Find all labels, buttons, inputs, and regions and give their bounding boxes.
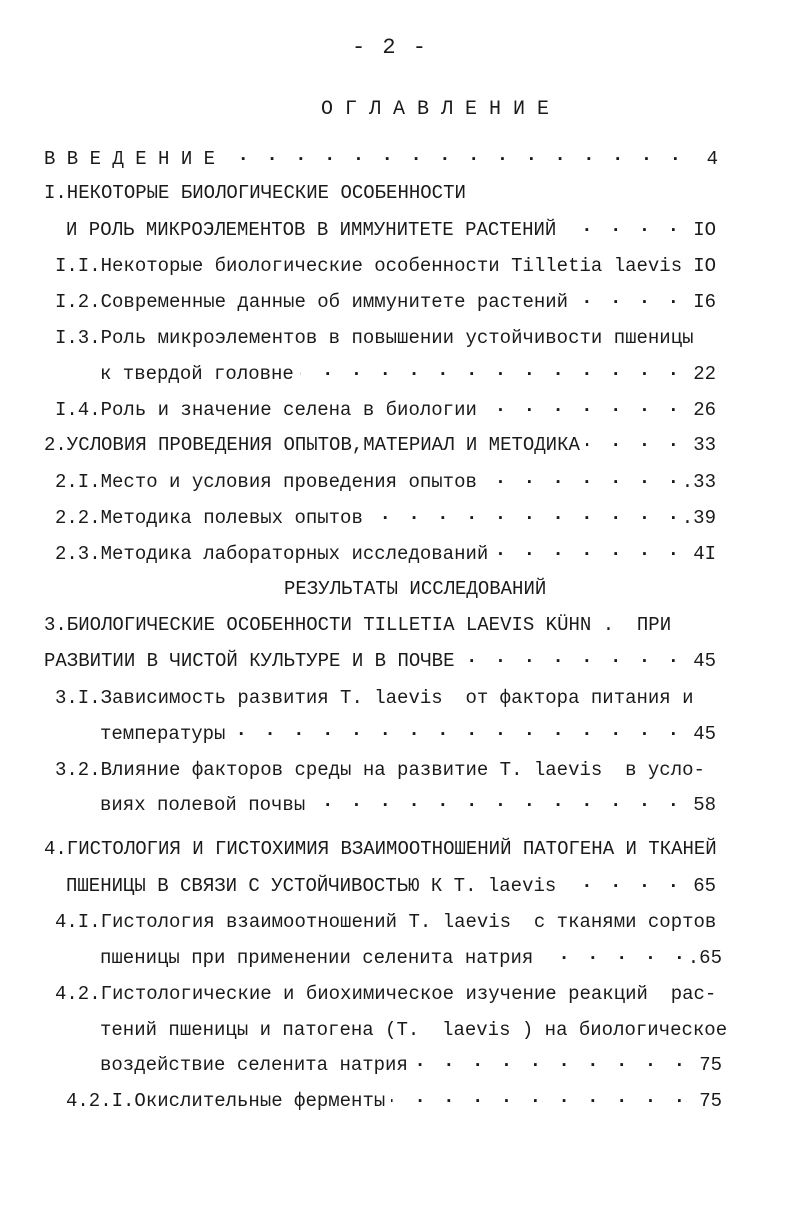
toc-entry-chapter-2 bbox=[44, 432, 716, 458]
toc-entry-1-4 bbox=[55, 397, 716, 423]
toc-entry-2-1 bbox=[55, 469, 716, 495]
toc-entry-title: РАЗВИТИИ В ЧИСТОЙ КУЛЬТУРЕ И В ПОЧВЕ bbox=[44, 648, 460, 674]
toc-heading: О Г Л А В Л Е Н И Е bbox=[321, 98, 550, 121]
toc-entry-title: 2.2.Методика полевых опытов bbox=[55, 505, 369, 531]
toc-entry-4-2-line2: тений пшеницы и патогена (T. laevis ) на биологическое bbox=[100, 1019, 728, 1041]
toc-entry-2-3 bbox=[55, 541, 716, 567]
toc-entry-page: 26 bbox=[689, 397, 716, 423]
toc-entry-page: 4 bbox=[703, 146, 718, 172]
toc-entry-page: 22 bbox=[689, 361, 716, 387]
toc-entry-page: 33 bbox=[689, 432, 716, 458]
toc-entry-title: I.I.Некоторые биологические особенности Tilletia laevis bbox=[55, 253, 688, 279]
toc-entry-title: I.4.Роль и значение селена в биологии bbox=[55, 397, 483, 423]
toc-entry-title: 2.УСЛОВИЯ ПРОВЕДЕНИЯ ОПЫТОВ,МАТЕРИАЛ И МЕТОДИКА bbox=[44, 432, 586, 458]
toc-entry-4-2-1 bbox=[66, 1088, 722, 1114]
toc-entry-3-2-line2 bbox=[100, 792, 716, 818]
toc-entry-page: 45 bbox=[689, 648, 716, 674]
section-heading-results: РЕЗУЛЬТАТЫ ИССЛЕДОВАНИЙ bbox=[284, 578, 547, 600]
toc-entry-page: 58 bbox=[689, 792, 716, 818]
toc-entry-chapter-1-line2 bbox=[66, 217, 716, 243]
toc-entry-title: ПШЕНИЦЫ В СВЯЗИ С УСТОЙЧИВОСТЬЮ К T. laevis bbox=[66, 873, 562, 899]
toc-entry-page: 75 bbox=[695, 1052, 722, 1078]
toc-entry-chapter-1-line1: I.НЕКОТОРЫЕ БИОЛОГИЧЕСКИЕ ОСОБЕННОСТИ bbox=[44, 182, 466, 204]
toc-entry-page: 65 bbox=[689, 873, 716, 899]
toc-entry-4-1-line2 bbox=[100, 945, 722, 971]
toc-entry-title: И РОЛЬ МИКРОЭЛЕМЕНТОВ В ИММУНИТЕТЕ РАСТЕНИЙ bbox=[66, 217, 562, 243]
toc-entry-page: 75 bbox=[695, 1088, 722, 1114]
toc-entry-page: .39 bbox=[678, 505, 716, 531]
toc-entry-title: 2.3.Методика лабораторных исследований bbox=[55, 541, 494, 567]
toc-entry-4-2-line1: 4.2.Гистологические и биохимическое изучение реакций рас- bbox=[55, 983, 717, 1005]
toc-entry-chapter-4-line2 bbox=[66, 873, 716, 899]
toc-entry-4-2-line3 bbox=[100, 1052, 722, 1078]
toc-entry-page: IO bbox=[689, 217, 716, 243]
toc-entry-4-1-line1: 4.I.Гистология взаимоотношений T. laevis с тканями сортов bbox=[55, 911, 717, 933]
toc-entry-title: воздействие селенита натрия bbox=[100, 1052, 414, 1078]
toc-entry-title: виях полевой почвы bbox=[100, 792, 311, 818]
toc-entry-title: В В Е Д Е Н И Е bbox=[44, 146, 221, 172]
toc-entry-page: 45 bbox=[689, 721, 716, 747]
toc-entry-title: 4.2.I.Окислительные ферменты bbox=[66, 1088, 391, 1114]
toc-entry-chapter-4-line1: 4.ГИСТОЛОГИЯ И ГИСТОХИМИЯ ВЗАИМООТНОШЕНИЙ ПАТОГЕНА И ТКАНЕЙ bbox=[44, 838, 717, 860]
toc-entry-1-2 bbox=[55, 289, 716, 315]
toc-entry-page: I6 bbox=[689, 289, 716, 315]
page-number: - 2 - bbox=[352, 35, 429, 60]
toc-entry-chapter-3-line1: 3.БИОЛОГИЧЕСКИЕ ОСОБЕННОСТИ TILLETIA LAEVIS KÜHN . ПРИ bbox=[44, 614, 672, 636]
toc-entry-page: .33 bbox=[678, 469, 716, 495]
toc-entry-1-3-line1: I.3.Роль микроэлементов в повышении устойчивости пшеницы bbox=[55, 327, 694, 349]
toc-entry-title: температуры bbox=[100, 721, 231, 747]
toc-entry-1-1 bbox=[55, 253, 716, 279]
toc-entry-title: I.2.Современные данные об иммунитете растений bbox=[55, 289, 574, 315]
toc-entry-3-1-line1: 3.I.Зависимость развития T. laevis от фактора питания и bbox=[55, 687, 694, 709]
toc-entry-page: IO bbox=[689, 253, 716, 279]
toc-entry-2-2 bbox=[55, 505, 716, 531]
toc-entry-page: 4I bbox=[689, 541, 716, 567]
toc-entry-1-3-line2 bbox=[100, 361, 716, 387]
toc-entry-introduction bbox=[44, 146, 718, 172]
toc-entry-3-1-line2 bbox=[100, 721, 716, 747]
toc-entry-title: к твердой головне bbox=[100, 361, 300, 387]
toc-entry-title: пшеницы при применении селенита натрия bbox=[100, 945, 539, 971]
toc-entry-3-2-line1: 3.2.Влияние факторов среды на развитие T. laevis в усло- bbox=[55, 759, 705, 781]
toc-entry-chapter-3-line2 bbox=[44, 648, 716, 674]
toc-entry-page: .65 bbox=[684, 945, 722, 971]
toc-entry-title: 2.I.Место и условия проведения опытов bbox=[55, 469, 483, 495]
